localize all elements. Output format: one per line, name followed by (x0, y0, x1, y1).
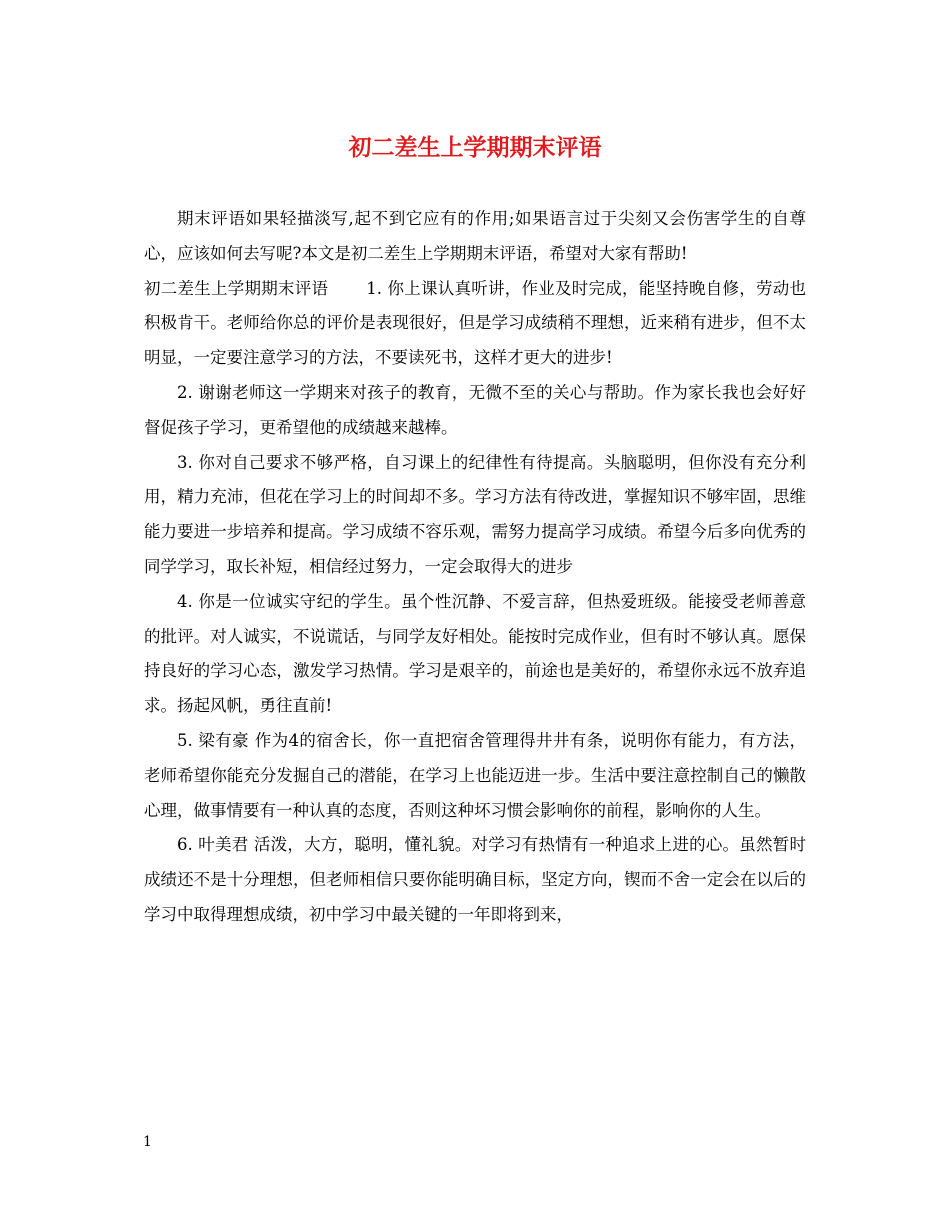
comment-item-5: 5. 梁有豪 作为4的宿舍长，你一直把宿舍管理得井井有条，说明你有能力，有方法，老师希望你能充分发掘自己的潜能，在学习上也能迈进一步。生活中要注意控制自己的懒散心理，做事情要有一种认真的态度，否则这种坏习惯会影响你的前程，影响你的人生。 (144, 730, 806, 820)
intro-paragraph: 期末评语如果轻描淡写,起不到它应有的作用;如果语言过于尖刻又会伤害学生的自尊心，应该如何去写呢?本文是初二差生上学期期末评语，希望对大家有帮助! (144, 209, 806, 263)
comment-item-2: 2. 谢谢老师这一学期来对孩子的教育，无微不至的关心与帮助。作为家长我也会好好督促孩子学习，更希望他的成绩越来越棒。 (144, 382, 806, 437)
comment-item-4: 4. 你是一位诚实守纪的学生。虽个性沉静、不爱言辞，但热爱班级。能接受老师善意的批评。对人诚实，不说谎话，与同学友好相处。能按时完成作业，但有时不够认真。愿保持良好的学习心态，激发学习热情。学习是艰辛的，前途也是美好的，希望你永远不放弃追求。扬起风帆，勇往直前! (144, 591, 806, 716)
comment-item-1: 1. 你上课认真听讲，作业及时完成，能坚持晚自修，劳动也积极肯干。老师给你总的评价是表现很好，但是学习成绩稍不理想，近来稍有进步，但不太明显，一定要注意学习的方法，不要读死书，这样才更大的进步! (144, 278, 806, 368)
comment-item-3: 3. 你对自己要求不够严格，自习课上的纪律性有待提高。头脑聪明，但你没有充分利用，精力充沛，但花在学习上的时间却不多。学习方法有待改进，掌握知识不够牢固，思维能力要进一步培养和提高。学习成绩不容乐观，需努力提高学习成绩。希望今后多向优秀的同学学习，取长补短，相信经过努力，一定会取得大的进步 (144, 452, 806, 576)
comment-item-6: 6. 叶美君 活泼，大方，聪明，懂礼貌。对学习有热情有一种追求上进的心。虽然暂时成绩还不是十分理想，但老师相信只要你能明确目标，坚定方向，锲而不舍一定会在以后的学习中取得理想成绩，初中学习中最关键的一年即将到来， (144, 835, 806, 924)
subheading: 初二差生上学期期末评语 (144, 278, 329, 298)
document-title: 初二差生上学期期末评语 (348, 134, 602, 161)
subheading-paragraph (144, 272, 806, 376)
page-number: 1 (143, 1134, 152, 1150)
document-body (144, 202, 806, 933)
